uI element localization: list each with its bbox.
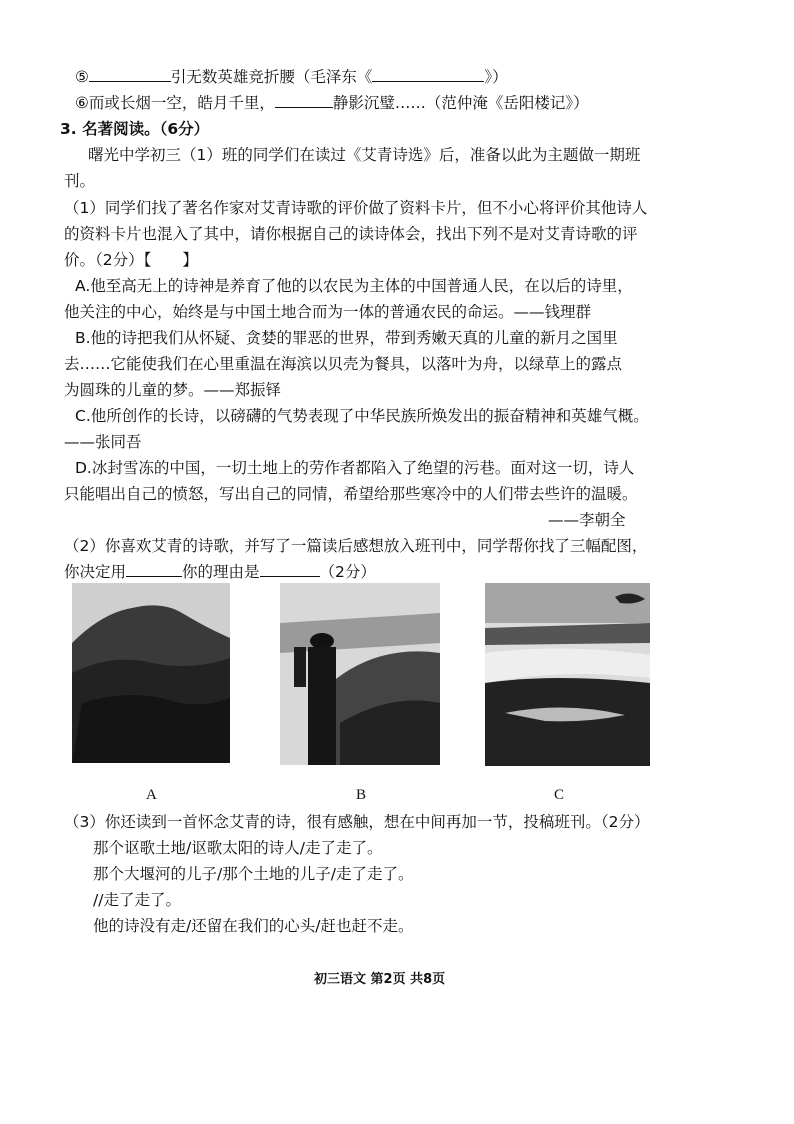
option-a-line-1: A.他至高无上的诗神是养育了他的以农民为主体的中国普通人民，在以后的诗里，: [75, 277, 633, 295]
poem-line-1: 那个讴歌土地/讴歌太阳的诗人/走了走了。: [93, 839, 383, 857]
sub1-line-3: 价。（2分）【 】: [64, 251, 198, 269]
item-6-line: [75, 92, 589, 114]
sub2-line-2: [64, 561, 376, 583]
q3-intro-line-1: 曙光中学初三（1）班的同学们在读过《艾青诗选》后，准备以此为主题做一期班: [88, 146, 641, 164]
item-5-end: 》）: [484, 68, 508, 86]
item-5-line: [75, 66, 508, 88]
sub2-score: （2分）: [319, 563, 376, 581]
q3-intro-line-2: 刊。: [64, 172, 96, 190]
item-5-number: ⑤: [75, 68, 89, 86]
sub2-choose-label: 你决定用: [64, 563, 127, 581]
item-5-text: 引无数英雄竞折腰（毛泽东《: [170, 68, 373, 86]
caption-b: B: [356, 787, 367, 803]
item-6-blank[interactable]: [275, 93, 333, 108]
option-c-line-2: ——张同吾: [64, 433, 142, 451]
picture-b-figure-image: [280, 583, 440, 765]
caption-c: C: [554, 787, 565, 803]
picture-c-river-image: [485, 583, 650, 766]
option-d-line-2: 只能唱出自己的愤怒，写出自己的同情，希望给那些寒冷中的人们带去些许的温暖。: [64, 485, 638, 503]
sub2-reason-blank[interactable]: [260, 562, 320, 577]
option-c-line-1: C.他所创作的长诗，以磅礴的气势表现了中华民族所焕发出的振奋精神和英雄气概。: [75, 407, 649, 425]
item-6-number: ⑥: [75, 94, 89, 112]
option-b-line-3: 为圆珠的儿童的梦。——郑振铎: [64, 381, 282, 399]
picture-b[interactable]: [280, 583, 440, 765]
sub2-choice-blank[interactable]: [126, 562, 182, 577]
picture-a-mountain-image: [72, 583, 230, 763]
poem-line-2: 那个大堰河的儿子/那个土地的儿子/走了走了。: [93, 865, 414, 883]
item-6-text-2: 静影沉璧……（范仲淹《岳阳楼记》）: [332, 94, 589, 112]
option-d-line-1: D.冰封雪冻的中国，一切土地上的劳作者都陷入了绝望的污巷。面对这一切，诗人: [75, 459, 635, 477]
sub1-line-1: （1）同学们找了著名作家对艾青诗歌的评价做了资料卡片，但不小心将评价其他诗人: [64, 199, 648, 217]
poem-line-4: 他的诗没有走/还留在我们的心头/赶也赶不走。: [93, 917, 414, 935]
caption-a: A: [146, 787, 157, 803]
picture-c[interactable]: [485, 583, 650, 766]
option-a-line-2: 他关注的中心，始终是与中国土地合而为一体的普通农民的命运。——钱理群: [64, 303, 592, 321]
item-5-blank-1[interactable]: [89, 67, 171, 82]
page-footer: 初三语文 第2页 共8页: [314, 972, 446, 987]
item-5-blank-2[interactable]: [372, 67, 484, 82]
sub1-line-2: 的资料卡片也混入了其中，请你根据自己的读诗体会，找出下列不是对艾青诗歌的评: [64, 225, 638, 243]
sub2-reason-label: 你的理由是: [182, 563, 260, 581]
option-b-line-2: 去……它能使我们在心里重温在海滨以贝壳为餐具，以落叶为舟，以绿草上的露点: [64, 355, 623, 373]
option-b-line-1: B.他的诗把我们从怀疑、贪婪的罪恶的世界，带到秀嫩天真的儿童的新月之国里: [75, 329, 618, 347]
poem-line-3: //走了走了。: [93, 891, 181, 909]
sub3-line-1: （3）你还读到一首怀念艾青的诗，很有感触，想在中间再加一节，投稿班刊。（2分）: [64, 813, 650, 831]
question-3-title: 3. 名著阅读。（6分）: [60, 120, 210, 138]
picture-a[interactable]: [72, 583, 230, 763]
option-d-line-3: ——李朝全: [548, 511, 626, 529]
item-6-text-1: 而或长烟一空，皓月千里，: [88, 94, 275, 112]
sub2-line-1: （2）你喜欢艾青的诗歌，并写了一篇读后感想放入班刊中，同学帮你找了三幅配图，: [64, 537, 648, 555]
